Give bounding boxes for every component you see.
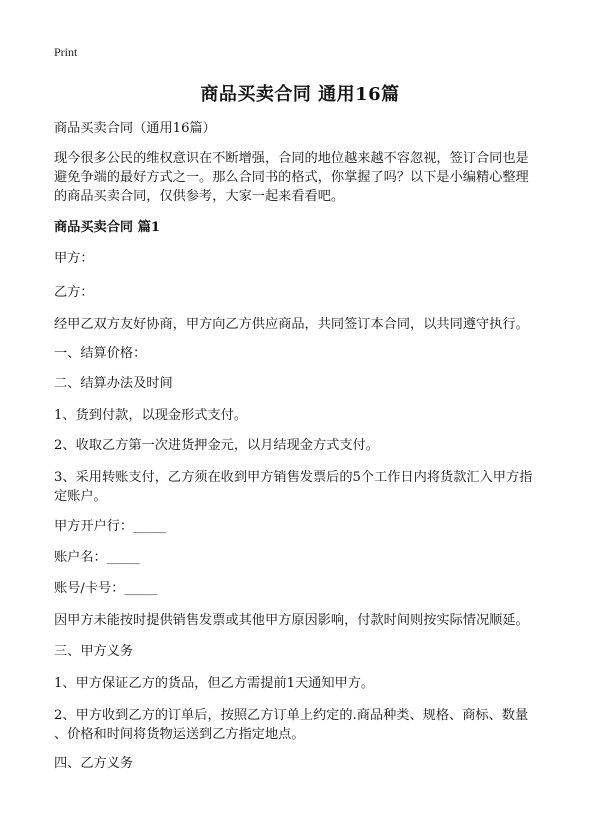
clause-3-item-2-line-1: 2、甲方收到乙方的订单后，按照乙方订单上约定的.商品种类、规格、商标、数量 bbox=[54, 708, 529, 723]
intro-line-3: 的商品买卖合同，仅供参考，大家一起来看看吧。 bbox=[54, 189, 345, 204]
intro-line-1: 现今很多公民的维权意识在不断增强，合同的地位越来越不容忽视，签订合同也是 bbox=[54, 151, 529, 166]
section-heading-1: 商品买卖合同 篇1 bbox=[54, 220, 161, 235]
clause-2-heading: 二、结算办法及时间 bbox=[54, 376, 173, 391]
intro-line-2: 避免争端的最好方式之一。那么合同书的格式，你掌握了吗？以下是小编精心整理 bbox=[54, 170, 529, 185]
clause-2-item-3-line-2: 定账户。 bbox=[54, 489, 107, 504]
clause-3-heading: 三、甲方义务 bbox=[54, 644, 134, 659]
payment-delay-note: 因甲方未能按时提供销售发票或其他甲方原因影响，付款时间则按实际情况顺延。 bbox=[54, 613, 529, 628]
document-subtitle: 商品买卖合同（通用16篇） bbox=[54, 121, 216, 136]
clause-3-item-2-line-2: 、价格和时间将货物运送到乙方指定地点。 bbox=[54, 727, 305, 742]
party-b-line: 乙方： bbox=[54, 285, 94, 300]
document-title: 商品买卖合同 通用16篇 bbox=[200, 84, 400, 105]
bank-name-field: 甲方开户行：_____ bbox=[54, 519, 167, 534]
clause-2-item-2: 2、收取乙方第一次进货押金元，以月结现金方式支付。 bbox=[54, 438, 379, 453]
clause-2-item-3-line-1: 3、采用转账支付，乙方须在收到甲方销售发票后的5个工作日内将货款汇入甲方指 bbox=[54, 470, 533, 485]
account-name-field: 账户名：_____ bbox=[54, 550, 140, 565]
print-link[interactable]: Print bbox=[54, 45, 78, 59]
party-a-line: 甲方： bbox=[54, 251, 94, 266]
clause-4-heading: 四、乙方义务 bbox=[54, 756, 134, 771]
preamble-text: 经甲乙双方友好协商，甲方向乙方供应商品，共同签订本合同，以共同遵守执行。 bbox=[54, 317, 529, 332]
clause-1-heading: 一、结算价格： bbox=[54, 346, 147, 361]
clause-3-item-1: 1、甲方保证乙方的货品，但乙方需提前1天通知甲方。 bbox=[54, 676, 375, 691]
clause-2-item-1: 1、货到付款，以现金形式支付。 bbox=[54, 408, 248, 423]
account-number-field: 账号/卡号：_____ bbox=[54, 581, 158, 596]
